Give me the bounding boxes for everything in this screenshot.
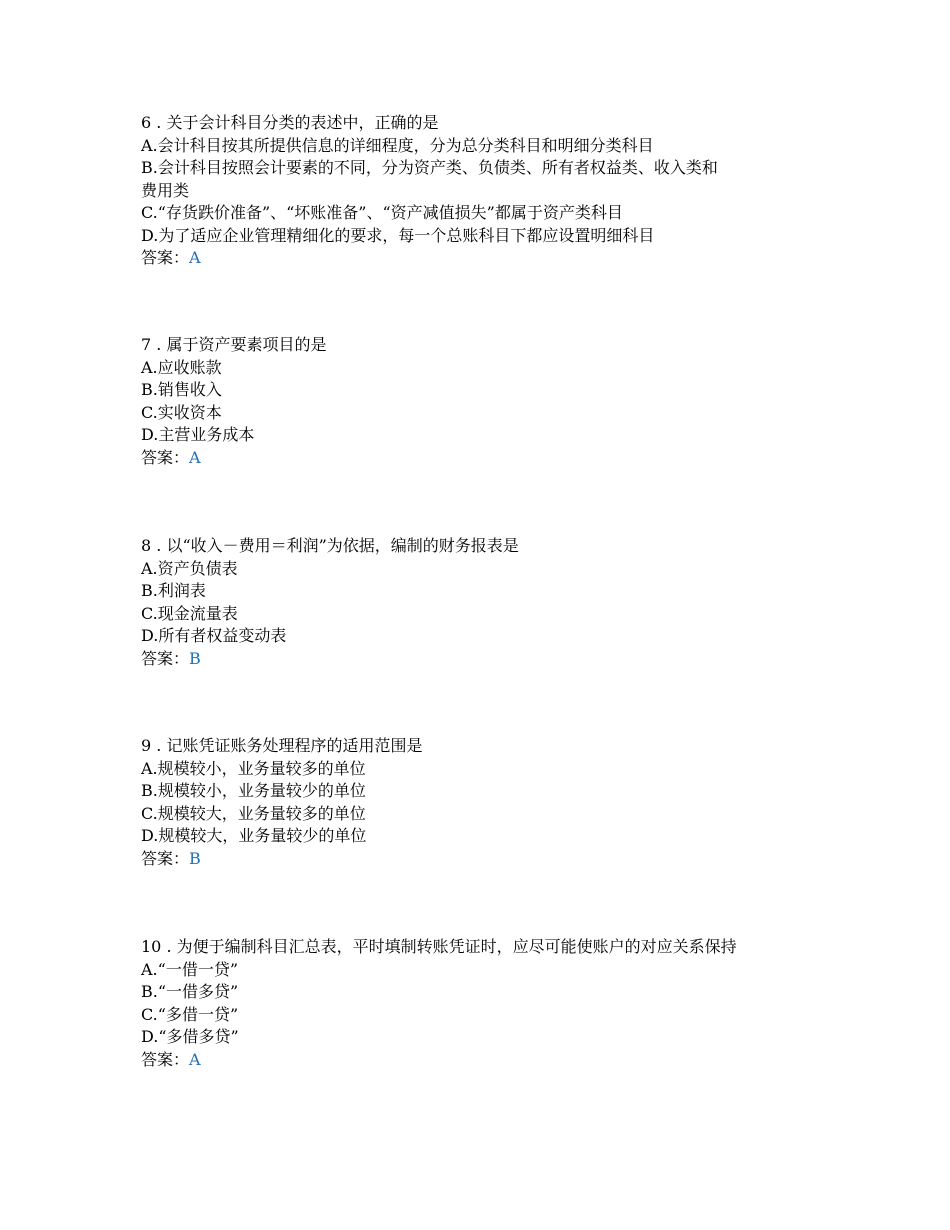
option-c: C.“存货跌价准备”、“坏账准备”、“资产减值损失”都属于资产类科目 bbox=[141, 203, 623, 222]
option-b: B.“一借多贷” bbox=[141, 982, 239, 1001]
answer-label: 答案： bbox=[141, 447, 190, 467]
answer-value: A bbox=[189, 447, 201, 467]
answer-value: B bbox=[189, 848, 201, 868]
answer-row bbox=[141, 1049, 821, 1072]
question-stem: 6 . 关于会计科目分类的表述中，正确的是 bbox=[141, 113, 439, 132]
answer-row bbox=[141, 447, 821, 470]
answer-row bbox=[141, 247, 821, 270]
option-b: B.规模较小，业务量较少的单位 bbox=[141, 781, 366, 800]
question-stem: 9 . 记账凭证账务处理程序的适用范围是 bbox=[141, 736, 423, 755]
option-c: C.规模较大，业务量较多的单位 bbox=[141, 803, 366, 823]
option-d: D.规模较大，业务量较少的单位 bbox=[141, 826, 367, 845]
answer-row bbox=[141, 848, 821, 871]
answer-value: B bbox=[189, 648, 201, 668]
option-d: D.为了适应企业管理精细化的要求，每一个总账科目下都应设置明细科目 bbox=[141, 225, 655, 245]
answer-label: 答案： bbox=[141, 848, 190, 868]
option-d: D.所有者权益变动表 bbox=[141, 626, 287, 645]
answer-value: A bbox=[189, 248, 201, 267]
option-c: C.“多借一贷” bbox=[141, 1004, 239, 1024]
question-stem: 8 . 以“收入－费用＝利润”为依据，编制的财务报表是 bbox=[141, 536, 519, 555]
answer-label: 答案： bbox=[141, 1049, 190, 1069]
option-a: A.资产负债表 bbox=[141, 558, 238, 578]
option-a: A.应收账款 bbox=[141, 357, 222, 377]
answer-value: A bbox=[189, 1049, 201, 1069]
answer-label: 答案： bbox=[141, 648, 190, 668]
option-a: A.会计科目按其所提供信息的详细程度，分为总分类科目和明细分类科目 bbox=[141, 135, 654, 155]
option-a: A.“一借一贷” bbox=[141, 959, 239, 979]
question-8 bbox=[141, 535, 821, 670]
option-b: B.利润表 bbox=[141, 581, 206, 600]
question-7 bbox=[141, 334, 821, 469]
question-stem: 7 . 属于资产要素项目的是 bbox=[141, 335, 327, 354]
option-a: A.规模较小，业务量较多的单位 bbox=[141, 758, 366, 778]
question-6 bbox=[141, 112, 821, 270]
question-stem: 10 . 为便于编制科目汇总表，平时填制转账凭证时，应尽可能使账户的对应关系保持 bbox=[141, 937, 737, 956]
option-d: D.“多借多贷” bbox=[141, 1027, 239, 1046]
option-c: C.实收资本 bbox=[141, 402, 222, 422]
answer-row bbox=[141, 648, 821, 671]
option-b-continued: 费用类 bbox=[141, 180, 190, 200]
question-10 bbox=[141, 936, 821, 1071]
option-d: D.主营业务成本 bbox=[141, 425, 255, 444]
question-9 bbox=[141, 735, 821, 870]
answer-label: 答案： bbox=[141, 248, 190, 267]
option-b: B.销售收入 bbox=[141, 380, 222, 399]
option-b: B.会计科目按照会计要素的不同，分为资产类、负债类、所有者权益类、收入类和 bbox=[141, 158, 718, 177]
option-c: C.现金流量表 bbox=[141, 603, 238, 623]
